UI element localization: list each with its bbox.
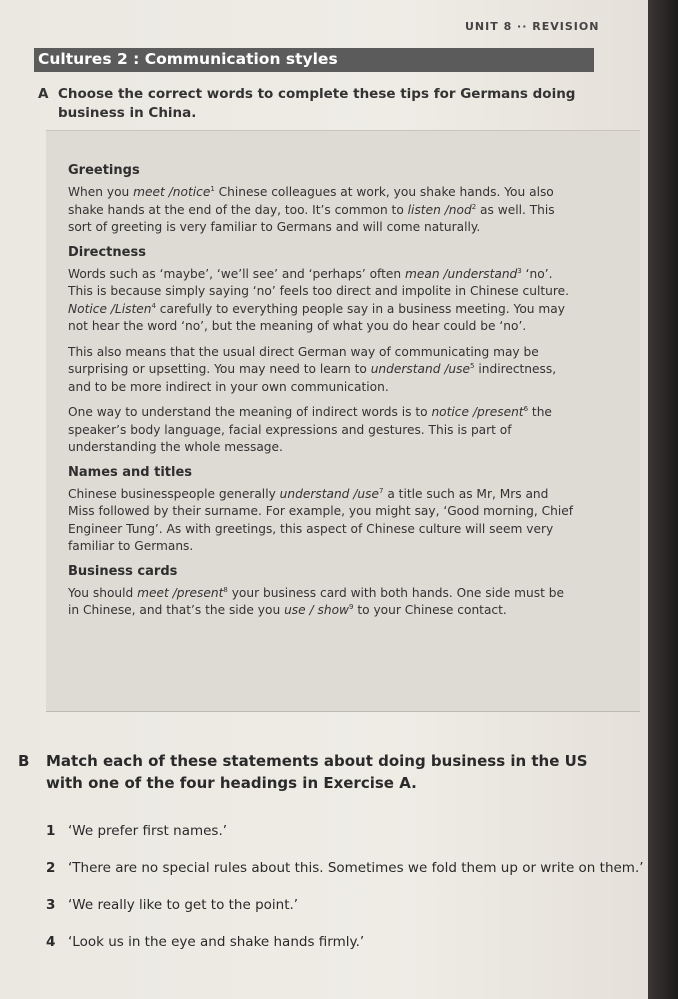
gap-number-7: 7 xyxy=(378,486,384,495)
statement-number: 3 xyxy=(46,897,56,913)
statement-text: ‘We prefer first names.’ xyxy=(68,823,228,839)
exercise-b-letter: B xyxy=(18,752,30,770)
statement-item[interactable] xyxy=(46,822,646,841)
exercise-a-line2: business in China. xyxy=(58,105,197,121)
statement-item[interactable] xyxy=(46,859,646,878)
tips-text-box xyxy=(46,130,640,712)
paragraph-business-cards: You should meet /present$^8$ your business card with both hands. One side must be in Chinese, and that’s the side you use / show$^9$ to your Chinese contact. xyxy=(68,585,564,617)
gap-number-3: 3 xyxy=(517,266,522,275)
exercise-b-line1: Match each of these statements about doing business in the US xyxy=(46,752,588,770)
statement-number: 1 xyxy=(46,823,56,839)
section-banner xyxy=(34,48,594,72)
gap-number-2: 2 xyxy=(471,202,477,211)
word-choice-2[interactable]: listen /nod xyxy=(407,202,472,217)
heading-names-and-titles: Names and titles xyxy=(68,464,193,480)
statement-text: ‘We really like to get to the point.’ xyxy=(68,897,299,913)
exercise-b-instructions xyxy=(18,750,618,794)
statement-item[interactable] xyxy=(46,896,646,915)
exercise-a-line1: Choose the correct words to complete these tips for Germans doing xyxy=(58,86,576,102)
gap-number-6: 6 xyxy=(523,404,529,413)
statement-item[interactable] xyxy=(46,933,646,952)
word-choice-6[interactable]: notice /present xyxy=(431,405,524,419)
paragraph-directness-1: Words such as ‘maybe’, ‘we’ll see’ and ‘perhaps’ often mean /understand$^3$ ‘no’. This is because simply saying ‘no’ feels too direct and impolite in Chinese culture. Notice /Listen$^4$ carefully to everything people say in a business meeting. You may not hear the word ‘no’, but the meaning of what you do hear could be ‘no’. xyxy=(68,266,569,333)
statement-number: 2 xyxy=(46,860,56,876)
word-choice-3[interactable]: mean /understand xyxy=(405,266,518,281)
word-choice-4[interactable]: Notice /Listen xyxy=(68,301,152,316)
word-choice-7[interactable]: understand /use xyxy=(279,486,379,501)
gap-number-8: 8 xyxy=(223,585,228,594)
paragraph-directness-3: One way to understand the meaning of indirect words is to notice /present$^6$ the speaker’s body language, facial expressions and gestures. This is part of understanding the whole message. xyxy=(68,404,552,454)
paragraph-greetings: When you meet /notice$^1$ Chinese colleagues at work, you shake hands. You also shake hands at the end of the day, too. It’s common to listen /nod$^2$ as well. This sort of greeting is very familiar to Germans and will come naturally. xyxy=(68,184,555,234)
heading-business-cards: Business cards xyxy=(68,563,178,579)
word-choice-1[interactable]: meet /notice xyxy=(133,185,211,199)
word-choice-5[interactable]: understand /use xyxy=(370,362,471,376)
paragraph-names: Chinese businesspeople generally understand /use$^7$ a title such as Mr, Mrs and Miss followed by their surname. For example, you might say, ‘Good morning, Chief Engineer Tung’. As with greetings, this aspect of Chinese culture will seem very familiar to Germans. xyxy=(68,486,574,553)
statement-list xyxy=(46,822,646,970)
book-spine-edge xyxy=(648,0,678,999)
word-choice-9[interactable]: use / show xyxy=(284,603,349,617)
exercise-b-line2: with one of the four headings in Exercise A. xyxy=(46,774,417,792)
heading-greetings: Greetings xyxy=(68,163,140,178)
word-choice-8[interactable]: meet /present xyxy=(137,585,224,600)
gap-number-4: 4 xyxy=(151,301,156,310)
exercise-a-instructions xyxy=(38,85,578,123)
paragraph-directness-2: This also means that the usual direct German way of communicating may be surprising or upsetting. You may need to learn to understand /use$^5$ indirectness, and to be more indirect in your own communication. xyxy=(68,344,557,394)
exercise-a-letter: A xyxy=(38,86,49,102)
running-head: UNIT 8 ·· REVISION xyxy=(465,20,600,33)
section-title: Cultures 2 : Communication styles xyxy=(38,50,338,68)
heading-directness: Directness xyxy=(68,244,146,260)
statement-text: ‘Look us in the eye and shake hands firmly.’ xyxy=(68,934,365,950)
gap-number-5: 5 xyxy=(470,361,475,370)
gap-number-1: 1 xyxy=(210,184,215,193)
statement-text: ‘There are no special rules about this. Sometimes we fold them up or write on them.’ xyxy=(68,860,644,876)
statement-number: 4 xyxy=(46,934,56,950)
gap-number-9: 9 xyxy=(349,602,354,611)
